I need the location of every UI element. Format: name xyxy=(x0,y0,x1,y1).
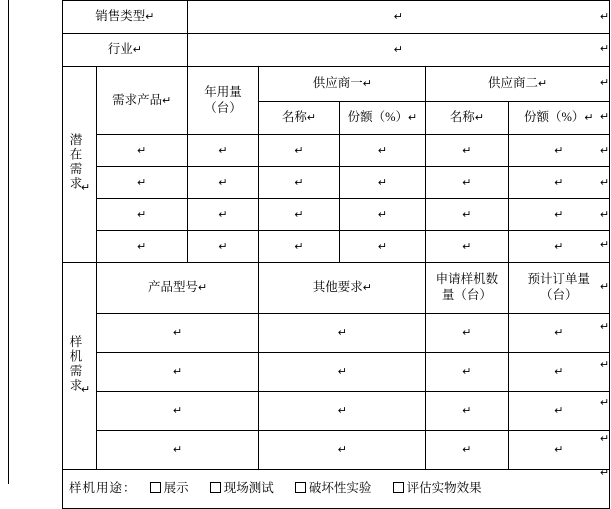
paragraph-mark: ↵ xyxy=(600,11,610,23)
paragraph-mark: ↵ xyxy=(294,240,304,253)
paragraph-mark: ↵ xyxy=(600,209,610,221)
cell-header-annual-usage xyxy=(187,67,259,135)
cell-potential-s2-share[interactable] xyxy=(508,135,609,167)
paragraph-mark: ↵ xyxy=(600,239,610,251)
paragraph-mark: ↵ xyxy=(584,112,594,125)
paragraph-mark: ↵ xyxy=(294,176,304,189)
paragraph-mark: ↵ xyxy=(462,444,472,457)
checkbox-label: 破坏性实验 xyxy=(308,481,372,496)
paragraph-mark: ↵ xyxy=(600,281,610,293)
table-row-potential-entry xyxy=(63,199,610,231)
paragraph-mark: ↵ xyxy=(337,405,347,418)
cell-sample-other[interactable] xyxy=(259,353,426,392)
sample-demand-label: 样机需求 xyxy=(68,334,83,393)
paragraph-mark: ↵ xyxy=(554,327,564,340)
cell-potential-s1-share[interactable] xyxy=(339,231,426,263)
cell-potential-s1-name[interactable] xyxy=(259,231,339,263)
table-row-potential-entry xyxy=(63,231,610,263)
header-annual-usage-line1: 年用量 xyxy=(204,84,242,99)
paragraph-mark: ↵ xyxy=(81,182,91,195)
cell-header-apply-qty xyxy=(426,263,508,314)
cell-sample-other[interactable] xyxy=(259,314,426,353)
paragraph-mark: ↵ xyxy=(137,176,147,189)
cell-potential-product[interactable] xyxy=(96,199,187,231)
paragraph-mark: ↵ xyxy=(218,208,228,221)
paragraph-mark: ↵ xyxy=(377,144,388,157)
cell-header-supplier-one-share xyxy=(339,102,426,135)
paragraph-mark: ↵ xyxy=(600,43,610,55)
cell-industry-value[interactable] xyxy=(187,34,609,67)
header-supplier-two: 供应商二 xyxy=(488,76,539,91)
header-apply-qty-line2: 量（台） xyxy=(441,288,492,302)
cell-potential-s1-share[interactable] xyxy=(339,135,426,167)
paragraph-mark: ↵ xyxy=(306,112,317,125)
cell-potential-usage[interactable] xyxy=(187,167,259,199)
header-supplier-two-name: 名称 xyxy=(449,110,475,125)
cell-sales-type-value[interactable] xyxy=(187,1,609,34)
paragraph-mark: ↵ xyxy=(554,208,564,221)
cell-sample-expected-order[interactable] xyxy=(508,392,609,431)
header-supplier-two-share: 份额（%） xyxy=(523,110,585,125)
cell-potential-usage[interactable] xyxy=(187,135,259,167)
paragraph-mark: ↵ xyxy=(600,321,610,333)
paragraph-mark: ↵ xyxy=(554,366,564,379)
paragraph-mark: ↵ xyxy=(172,327,183,340)
cell-header-supplier-one xyxy=(259,67,426,102)
cell-sample-model[interactable] xyxy=(96,353,259,392)
paragraph-mark: ↵ xyxy=(132,44,142,57)
header-other-requirements: 其他要求 xyxy=(312,280,363,295)
left-margin-rule xyxy=(8,0,9,484)
cell-potential-s1-share[interactable] xyxy=(339,199,426,231)
paragraph-mark: ↵ xyxy=(393,44,403,57)
header-supplier-one-share: 份额（%） xyxy=(347,110,409,125)
cell-potential-s2-share[interactable] xyxy=(508,231,609,263)
checkbox-label: 评估实物效果 xyxy=(406,481,482,496)
header-supplier-one-name: 名称 xyxy=(281,110,307,125)
paragraph-mark: ↵ xyxy=(600,359,610,371)
cell-potential-s1-name[interactable] xyxy=(259,199,339,231)
cell-potential-product[interactable] xyxy=(96,231,187,263)
cell-potential-product[interactable] xyxy=(96,135,187,167)
cell-sample-model[interactable] xyxy=(96,314,259,353)
paragraph-mark: ↵ xyxy=(81,383,91,396)
cell-industry-label xyxy=(63,34,188,67)
cell-potential-s2-name[interactable] xyxy=(426,167,508,199)
paragraph-mark: ↵ xyxy=(538,78,548,91)
header-annual-usage-line2: （台） xyxy=(204,100,242,115)
cell-sample-apply-qty[interactable] xyxy=(426,314,508,353)
paragraph-mark: ↵ xyxy=(377,208,388,221)
paragraph-mark: ↵ xyxy=(554,176,564,189)
paragraph-mark: ↵ xyxy=(600,397,610,409)
cell-potential-s2-share[interactable] xyxy=(508,167,609,199)
table-row-potential-entry xyxy=(63,135,610,167)
cell-potential-s2-share[interactable] xyxy=(508,199,609,231)
requirements-table xyxy=(62,0,610,509)
sample-usage-title: 样机用途： xyxy=(69,481,137,496)
paragraph-mark: ↵ xyxy=(218,176,228,189)
header-supplier-one: 供应商一 xyxy=(312,76,363,91)
header-product-model: 产品型号 xyxy=(147,280,198,295)
industry-label: 行业 xyxy=(107,42,133,57)
paragraph-mark: ↵ xyxy=(554,405,564,418)
cell-header-other-requirements xyxy=(259,263,426,314)
paragraph-mark: ↵ xyxy=(218,144,228,157)
cell-sample-model[interactable] xyxy=(96,392,259,431)
paragraph-mark: ↵ xyxy=(362,282,372,295)
paragraph-mark: ↵ xyxy=(600,177,610,189)
cell-header-supplier-one-name xyxy=(259,102,339,135)
paragraph-mark: ↵ xyxy=(145,11,155,24)
cell-sample-apply-qty[interactable] xyxy=(426,431,508,470)
cell-sample-expected-order[interactable] xyxy=(508,353,609,392)
cell-header-expected-order xyxy=(508,263,609,314)
paragraph-mark: ↵ xyxy=(462,144,472,157)
cell-potential-usage[interactable] xyxy=(187,199,259,231)
paragraph-mark: ↵ xyxy=(197,282,208,295)
cell-header-product-model xyxy=(96,263,259,314)
paragraph-mark: ↵ xyxy=(600,467,610,479)
sales-type-label: 销售类型 xyxy=(95,9,146,24)
header-apply-qty-line1: 申请样机数 xyxy=(435,272,499,287)
table-row-sample-header xyxy=(63,263,610,314)
checkbox-label: 展示 xyxy=(163,481,189,496)
paragraph-mark: ↵ xyxy=(600,145,610,157)
paragraph-mark: ↵ xyxy=(137,240,147,253)
paragraph-mark: ↵ xyxy=(294,144,304,157)
table-row-industry xyxy=(63,34,610,67)
cell-potential-s2-name[interactable] xyxy=(426,231,508,263)
paragraph-mark: ↵ xyxy=(362,78,372,91)
cell-potential-product[interactable] xyxy=(96,167,187,199)
table-row-potential-entry xyxy=(63,167,610,199)
cell-sample-expected-order[interactable] xyxy=(508,431,609,470)
checkbox-label: 现场测试 xyxy=(223,481,274,496)
cell-sample-demand-section xyxy=(63,263,97,470)
paragraph-mark: ↵ xyxy=(462,208,472,221)
cell-sample-other[interactable] xyxy=(259,431,426,470)
paragraph-mark: ↵ xyxy=(377,176,388,189)
paragraph-mark: ↵ xyxy=(172,444,183,457)
table-row-sample-usage xyxy=(63,470,610,509)
paragraph-mark: ↵ xyxy=(554,240,564,253)
cell-potential-usage[interactable] xyxy=(187,231,259,263)
paragraph-mark: ↵ xyxy=(137,144,147,157)
header-expected-order-line2: （台） xyxy=(540,288,578,302)
paragraph-mark: ↵ xyxy=(462,327,472,340)
cell-header-demand-product xyxy=(96,67,187,135)
cell-sample-apply-qty[interactable] xyxy=(426,353,508,392)
paragraph-mark: ↵ xyxy=(462,176,472,189)
cell-potential-s2-name[interactable] xyxy=(426,199,508,231)
paragraph-mark: ↵ xyxy=(172,366,183,379)
paragraph-mark: ↵ xyxy=(474,112,485,125)
paragraph-mark: ↵ xyxy=(554,144,564,157)
cell-sample-other[interactable] xyxy=(259,392,426,431)
table-row-sample-entry xyxy=(63,353,610,392)
paragraph-mark: ↵ xyxy=(337,444,347,457)
paragraph-mark: ↵ xyxy=(162,94,172,107)
table-row-sales-type xyxy=(63,1,610,34)
paragraph-mark: ↵ xyxy=(462,405,472,418)
paragraph-mark: ↵ xyxy=(554,444,564,457)
cell-potential-s1-name[interactable] xyxy=(259,167,339,199)
cell-header-supplier-two-share xyxy=(508,102,609,135)
cell-potential-s1-share[interactable] xyxy=(339,167,426,199)
paragraph-mark: ↵ xyxy=(600,77,610,89)
paragraph-mark: ↵ xyxy=(600,111,610,123)
cell-sample-apply-qty[interactable] xyxy=(426,392,508,431)
paragraph-mark: ↵ xyxy=(600,433,610,445)
table-row-sample-entry xyxy=(63,314,610,353)
header-demand-product: 需求产品 xyxy=(112,92,163,107)
paragraph-mark: ↵ xyxy=(337,366,347,379)
table-row-sample-entry xyxy=(63,392,610,431)
potential-demand-label: 潜在需求 xyxy=(68,133,83,192)
header-expected-order-line1: 预计订单量 xyxy=(527,272,591,287)
paragraph-mark: ↵ xyxy=(393,11,403,24)
cell-potential-s2-name[interactable] xyxy=(426,135,508,167)
paragraph-mark: ↵ xyxy=(462,240,472,253)
cell-sales-type-label xyxy=(63,1,188,34)
cell-header-supplier-two xyxy=(426,67,610,102)
cell-header-supplier-two-name xyxy=(426,102,508,135)
paragraph-mark: ↵ xyxy=(294,208,304,221)
paragraph-mark: ↵ xyxy=(377,240,388,253)
paragraph-mark: ↵ xyxy=(462,366,472,379)
cell-sample-model[interactable] xyxy=(96,431,259,470)
cell-potential-s1-name[interactable] xyxy=(259,135,339,167)
cell-sample-usage xyxy=(63,470,610,509)
paragraph-mark: ↵ xyxy=(172,405,183,418)
table-row-potential-header-1 xyxy=(63,67,610,102)
right-paragraph-marks xyxy=(600,0,611,484)
cell-potential-demand-section xyxy=(63,67,97,263)
cell-sample-expected-order[interactable] xyxy=(508,314,609,353)
paragraph-mark: ↵ xyxy=(218,240,228,253)
paragraph-mark: ↵ xyxy=(408,112,418,125)
paragraph-mark: ↵ xyxy=(137,208,147,221)
table-row-sample-entry xyxy=(63,431,610,470)
paragraph-mark: ↵ xyxy=(337,327,347,340)
